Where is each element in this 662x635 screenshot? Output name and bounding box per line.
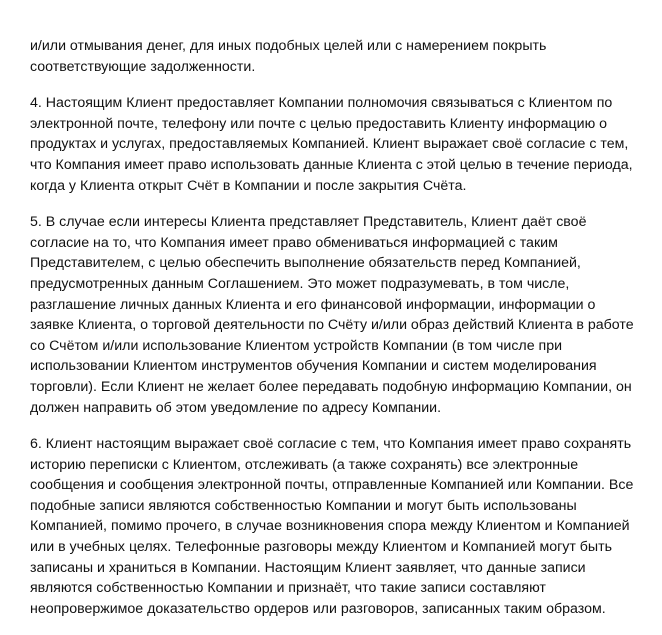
text-line: соответствующие задолженности. bbox=[30, 58, 256, 75]
paragraph-3-tail bbox=[30, 36, 645, 77]
text-line: Компанией, помимо прочего, в случае возникновения спора между Клиентом и Компанией bbox=[30, 518, 630, 535]
text-line: 6. Клиент настоящим выражает своё согласие с тем, что Компания имеет право сохранять bbox=[30, 436, 632, 453]
text-line: историю переписки с Клиентом, отслеживать (а также сохранять) все электронные bbox=[30, 456, 579, 473]
text-line: Представителем, с целью обеспечить выполнение обязательств перед Компанией, bbox=[30, 255, 581, 272]
text-line: являются собственностью Компании и признаёт, что такие записи составляют bbox=[30, 580, 546, 597]
text-line: предусмотренных данным Соглашением. Это может подразумевать, в том числе, bbox=[30, 275, 570, 292]
paragraph-6 bbox=[30, 434, 645, 619]
text-line: должен направить об этом уведомление по адресу Компании. bbox=[30, 399, 442, 416]
text-line: 4. Настоящим Клиент предоставляет Компании полномочия связываться с Клиентом по bbox=[30, 95, 613, 112]
paragraph-4 bbox=[30, 93, 645, 196]
text-line: разглашение личных данных Клиента и его финансовой информации, информации о bbox=[30, 296, 596, 313]
text-line: подобные записи являются собственностью Компании и могут быть использованы bbox=[30, 497, 577, 514]
text-line: записаны и храниться в Компании. Настоящим Клиент заявляет, что данные записи bbox=[30, 559, 586, 576]
text-line: или в учебных целях. Телефонные разговоры между Клиентом и Компанией могут быть bbox=[30, 539, 613, 556]
text-line: заявке Клиента, о торговой деятельности по Счёту и/или образ действий Клиента в работе bbox=[30, 317, 634, 334]
text-line: 5. В случае если интересы Клиента представляет Представитель, Клиент даёт своё bbox=[30, 214, 587, 231]
text-line: использовании Клиентом инструментов обучения Компании и систем моделирования bbox=[30, 358, 597, 375]
text-line: и/или отмывания денег, для иных подобных целей или с намерением покрыть bbox=[30, 38, 547, 54]
text-line: согласие на то, что Компания имеет право обмениваться информацией с таким bbox=[30, 234, 558, 251]
text-line: торговли). Если Клиент не желает более передавать подобную информацию Компании, он bbox=[30, 378, 632, 395]
text-line: электронной почте, телефону или почте с целью предоставить Клиенту информацию о bbox=[30, 115, 608, 132]
document-body bbox=[30, 36, 645, 635]
text-line: продуктах и услугах, предоставляемых Компанией. Клиент выражает своё согласие с тем, bbox=[30, 136, 629, 153]
paragraph-5 bbox=[30, 212, 645, 418]
text-line: со Счётом и/или использование Клиентом устройств Компании (в том числе при bbox=[30, 337, 563, 354]
text-line: когда у Клиента открыт Счёт в Компании и после закрытия Счёта. bbox=[30, 177, 467, 194]
text-line: что Компания имеет право использовать данные Клиента с этой целью в течение периода, bbox=[30, 156, 633, 173]
text-line: неопровержимое доказательство ордеров или разговоров, записанных таким образом. bbox=[30, 600, 606, 617]
text-line: сообщения и сообщения электронной почты, отправленные Компанией или Компании. Все bbox=[30, 477, 634, 494]
